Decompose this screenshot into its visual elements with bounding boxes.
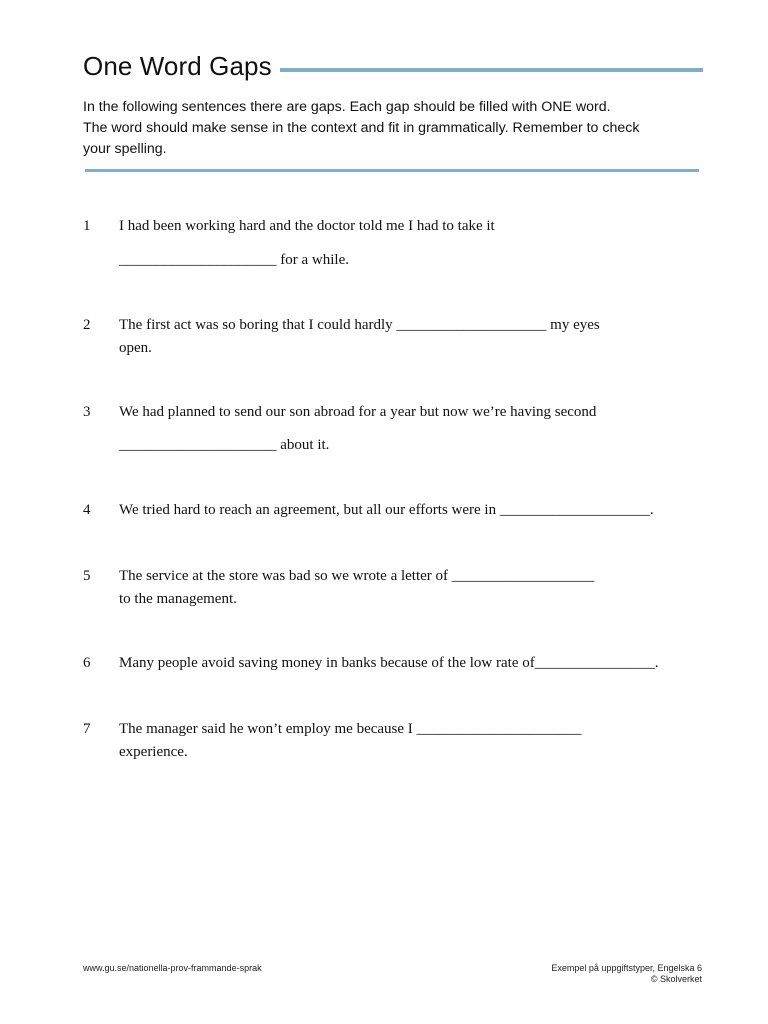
section-divider (85, 169, 699, 172)
title-rule (280, 68, 703, 72)
question-text: _____________________ about it. (119, 437, 330, 453)
page-title: One Word Gaps (83, 50, 272, 81)
question-text: The first act was so boring that I could hardly ____________________ my eyes (119, 317, 600, 333)
question-text: I had been working hard and the doctor told me I had to take it (119, 218, 495, 234)
question-number: 6 (83, 655, 91, 671)
footer-credit (551, 963, 702, 985)
question-number: 4 (83, 502, 91, 518)
question-text: The service at the store was bad so we wrote a letter of ___________________ (119, 568, 595, 584)
instructions-line: your spelling. (83, 141, 167, 157)
question-number: 1 (83, 218, 91, 234)
question-number: 2 (83, 317, 91, 333)
instructions-line: The word should make sense in the context and fit in grammatically. Remember to check (83, 120, 640, 136)
footer-credit-line: Exempel på uppgiftstyper, Engelska 6 (551, 963, 702, 973)
question-text: to the management. (119, 591, 237, 607)
instructions (83, 97, 713, 160)
instructions-line: In the following sentences there are gaps. Each gap should be filled with ONE word. (83, 99, 611, 115)
question-text: experience. (119, 744, 188, 760)
question-text: Many people avoid saving money in banks because of the low rate of________________. (119, 655, 659, 671)
question-number: 5 (83, 568, 91, 584)
question-text: The manager said he won’t employ me because I ______________________ (119, 721, 582, 737)
title-row (83, 46, 703, 86)
footer-url: www.gu.se/nationella-prov-frammande-sprak (83, 963, 262, 973)
question-text: We tried hard to reach an agreement, but all our efforts were in ____________________. (119, 502, 654, 518)
question-text: _____________________ for a while. (119, 252, 349, 268)
question-number: 3 (83, 404, 91, 420)
question-number: 7 (83, 721, 91, 737)
question-text: We had planned to send our son abroad for a year but now we’re having second (119, 404, 597, 420)
question-text: open. (119, 340, 152, 356)
footer-credit-line: © Skolverket (650, 974, 702, 984)
